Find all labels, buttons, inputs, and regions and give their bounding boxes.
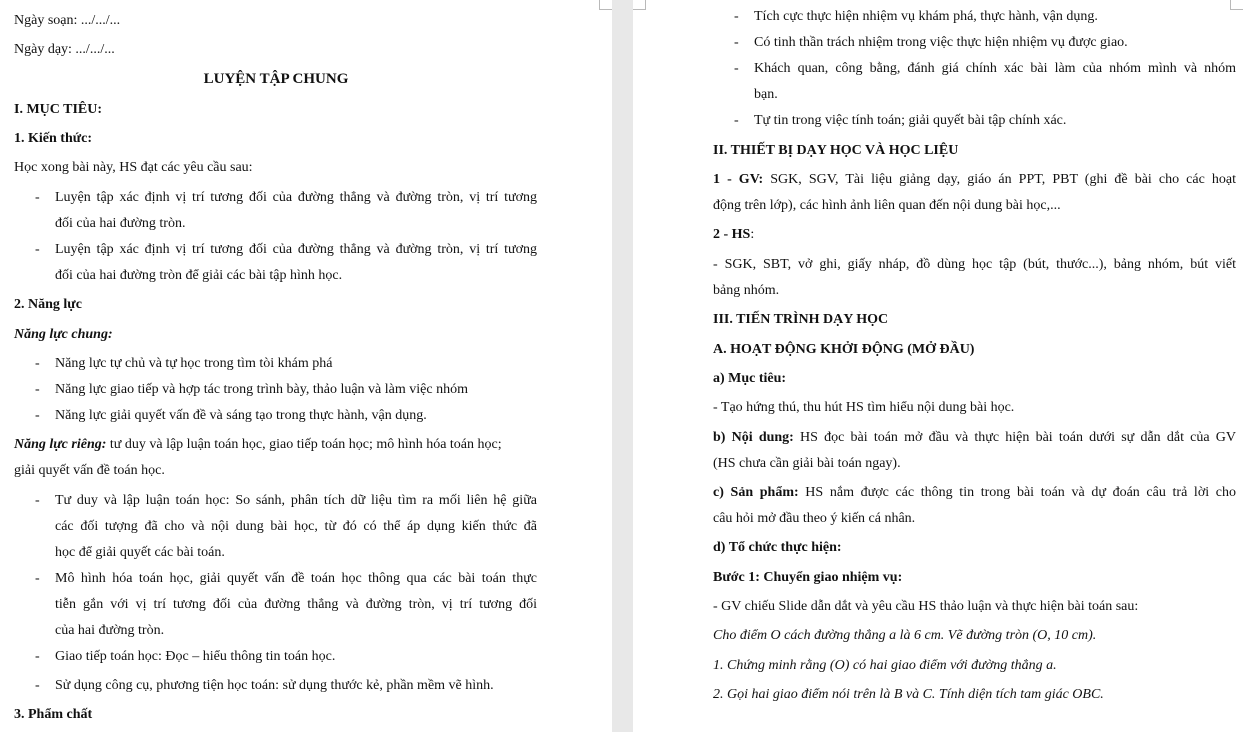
bullet-dash: - bbox=[35, 190, 40, 205]
crop-mark bbox=[633, 0, 646, 10]
specific-item-4: Sử dụng công cụ, phương tiện học toán: sử dụng thước kẻ, phần mềm vẽ hình. bbox=[55, 678, 494, 693]
quality-heading: 3. Phẩm chất bbox=[14, 707, 93, 722]
ability-heading: 2. Năng lực bbox=[14, 297, 82, 312]
specific-ability-text-line-2: giải quyết vấn đề toán học. bbox=[14, 463, 165, 478]
step-1-text: - GV chiếu Slide dẫn dắt và yêu cầu HS thảo luận và thực hiện bài toán sau: bbox=[713, 599, 1139, 614]
specific-item-1-line-1: Tư duy và lập luận toán học: So sánh, phân tích dữ liệu tìm ra mối liên hệ giữa bbox=[55, 493, 537, 508]
quality-item-3-line-1: Khách quan, công bằng, đánh giá chính xác bài làm của nhóm mình và nhóm bbox=[754, 61, 1236, 76]
hs-colon: : bbox=[750, 227, 755, 242]
document-page-left bbox=[0, 0, 612, 732]
specific-item-1-line-3: học để giải quyết các bài toán. bbox=[55, 545, 225, 560]
goal-label: a) Mục tiêu: bbox=[713, 371, 787, 386]
date-prepare: Ngày soạn: .../.../... bbox=[14, 13, 121, 28]
content-paragraph bbox=[713, 429, 1236, 447]
bullet-dash: - bbox=[35, 649, 40, 664]
section-heading-equipment: II. THIẾT BỊ DẠY HỌC VÀ HỌC LIỆU bbox=[713, 143, 959, 158]
general-ability-heading: Năng lực chung: bbox=[14, 327, 113, 342]
specific-item-2-line-1: Mô hình hóa toán học, giải quyết vấn đề toán học thông qua các bài toán thực bbox=[55, 571, 537, 586]
specific-ability-label: Năng lực riêng: bbox=[14, 437, 107, 452]
gv-paragraph bbox=[713, 171, 1236, 189]
product-text-line-2: câu hỏi mở đầu theo ý kiến cá nhân. bbox=[713, 511, 916, 526]
gv-text: SGK, SGV, Tài liệu giảng dạy, giáo án PPT, PBT (ghi đề bài cho các hoạt bbox=[763, 172, 1236, 187]
bullet-dash: - bbox=[35, 356, 40, 371]
content-text-line-2: (HS chưa cần giải bài toán ngay). bbox=[713, 456, 901, 471]
bullet-dash: - bbox=[734, 9, 739, 24]
gv-text-line-2: động trên lớp), các hình ảnh liên quan đến nội dung bài học,... bbox=[713, 198, 1061, 213]
general-ability-item-3: Năng lực giải quyết vấn đề và sáng tạo trong thực hành, vận dụng. bbox=[55, 408, 427, 423]
knowledge-intro: Học xong bài này, HS đạt các yêu cầu sau: bbox=[14, 160, 253, 175]
bullet-dash: - bbox=[35, 242, 40, 257]
specific-item-1-line-2: các đối tượng đã cho và nội dung bài học, từ đó có thể áp dụng kiến thức đã bbox=[55, 519, 537, 534]
document-title: LUYỆN TẬP CHUNG bbox=[203, 71, 349, 87]
section-heading-objectives: I. MỤC TIÊU: bbox=[14, 102, 103, 117]
knowledge-heading: 1. Kiến thức: bbox=[14, 131, 93, 146]
crop-mark bbox=[599, 0, 612, 10]
hs-text-line-2: bảng nhóm. bbox=[713, 283, 780, 298]
content-label: b) Nội dung: bbox=[713, 430, 794, 445]
general-ability-item-1: Năng lực tự chủ và tự học trong tìm tòi khám phá bbox=[55, 356, 333, 371]
bullet-dash: - bbox=[35, 678, 40, 693]
product-paragraph bbox=[713, 484, 1236, 502]
quality-item-3-line-2: bạn. bbox=[754, 87, 778, 102]
product-label: c) Sản phẩm: bbox=[713, 485, 799, 500]
bullet-dash: - bbox=[35, 493, 40, 508]
bullet-dash: - bbox=[35, 382, 40, 397]
bullet-dash: - bbox=[734, 61, 739, 76]
specific-item-3: Giao tiếp toán học: Đọc – hiểu thông tin toán học. bbox=[55, 649, 336, 664]
goal-text: - Tạo hứng thú, thu hút HS tìm hiểu nội dung bài học. bbox=[713, 400, 1015, 415]
page-gutter bbox=[612, 0, 633, 732]
bullet-dash: - bbox=[35, 408, 40, 423]
general-ability-item-2: Năng lực giao tiếp và hợp tác trong trình bày, thảo luận và làm việc nhóm bbox=[55, 382, 468, 397]
knowledge-item-2-line-2: đối của hai đường tròn để giải các bài tập hình học. bbox=[55, 268, 343, 283]
activity-a-heading: A. HOẠT ĐỘNG KHỞI ĐỘNG (MỞ ĐẦU) bbox=[713, 342, 975, 357]
bullet-dash: - bbox=[734, 113, 739, 128]
crop-mark bbox=[1230, 0, 1243, 10]
date-teach: Ngày dạy: .../.../... bbox=[14, 42, 115, 57]
bullet-dash: - bbox=[734, 35, 739, 50]
knowledge-item-2-line-1: Luyện tập xác định vị trí tương đối của đường thẳng và đường tròn, vị trí tương bbox=[55, 242, 537, 257]
organize-label: d) Tổ chức thực hiện: bbox=[713, 540, 842, 555]
product-text: HS nắm được các thông tin trong bài toán và dự đoán câu trả lời cho bbox=[798, 485, 1236, 500]
problem-question-2: 2. Gọi hai giao điểm nói trên là B và C. Tính diện tích tam giác OBC. bbox=[713, 687, 1104, 702]
bullet-dash: - bbox=[35, 571, 40, 586]
specific-ability-paragraph bbox=[14, 436, 502, 454]
hs-label: 2 - HS bbox=[713, 227, 751, 242]
content-text: HS đọc bài toán mở đầu và thực hiện bài toán dưới sự dẫn dắt của GV bbox=[793, 430, 1236, 445]
quality-item-1: Tích cực thực hiện nhiệm vụ khám phá, thực hành, vận dụng. bbox=[754, 9, 1098, 24]
hs-text-line-1: - SGK, SBT, vở ghi, giấy nháp, đồ dùng học tập (bút, thước...), bảng nhóm, bút viết bbox=[713, 257, 1236, 272]
knowledge-item-1-line-1: Luyện tập xác định vị trí tương đối của đường thẳng và đường tròn, vị trí tương bbox=[55, 190, 537, 205]
quality-item-4: Tự tin trong việc tính toán; giải quyết bài tập chính xác. bbox=[754, 113, 1067, 128]
problem-question-1: 1. Chứng minh rằng (O) có hai giao điểm với đường thẳng a. bbox=[713, 658, 1057, 673]
specific-ability-text: tư duy và lập luận toán học, giao tiếp toán học; mô hình hóa toán học; bbox=[106, 437, 502, 452]
quality-item-2: Có tinh thần trách nhiệm trong việc thực hiện nhiệm vụ được giao. bbox=[754, 35, 1128, 50]
knowledge-item-1-line-2: đối của hai đường tròn. bbox=[55, 216, 186, 231]
specific-item-2-line-2: tiễn gắn với vị trí tương đối của đường thẳng và đường tròn, vị trí tương đối bbox=[55, 597, 537, 612]
hs-heading bbox=[713, 226, 754, 244]
gv-label: 1 - GV: bbox=[713, 172, 764, 187]
specific-item-2-line-3: của hai đường tròn. bbox=[55, 623, 165, 638]
step-1-label: Bước 1: Chuyển giao nhiệm vụ: bbox=[713, 570, 903, 585]
problem-intro: Cho điểm O cách đường thẳng a là 6 cm. Vẽ đường tròn (O, 10 cm). bbox=[713, 628, 1097, 643]
section-heading-process: III. TIẾN TRÌNH DẠY HỌC bbox=[713, 312, 889, 327]
document-page-right bbox=[633, 0, 1243, 732]
